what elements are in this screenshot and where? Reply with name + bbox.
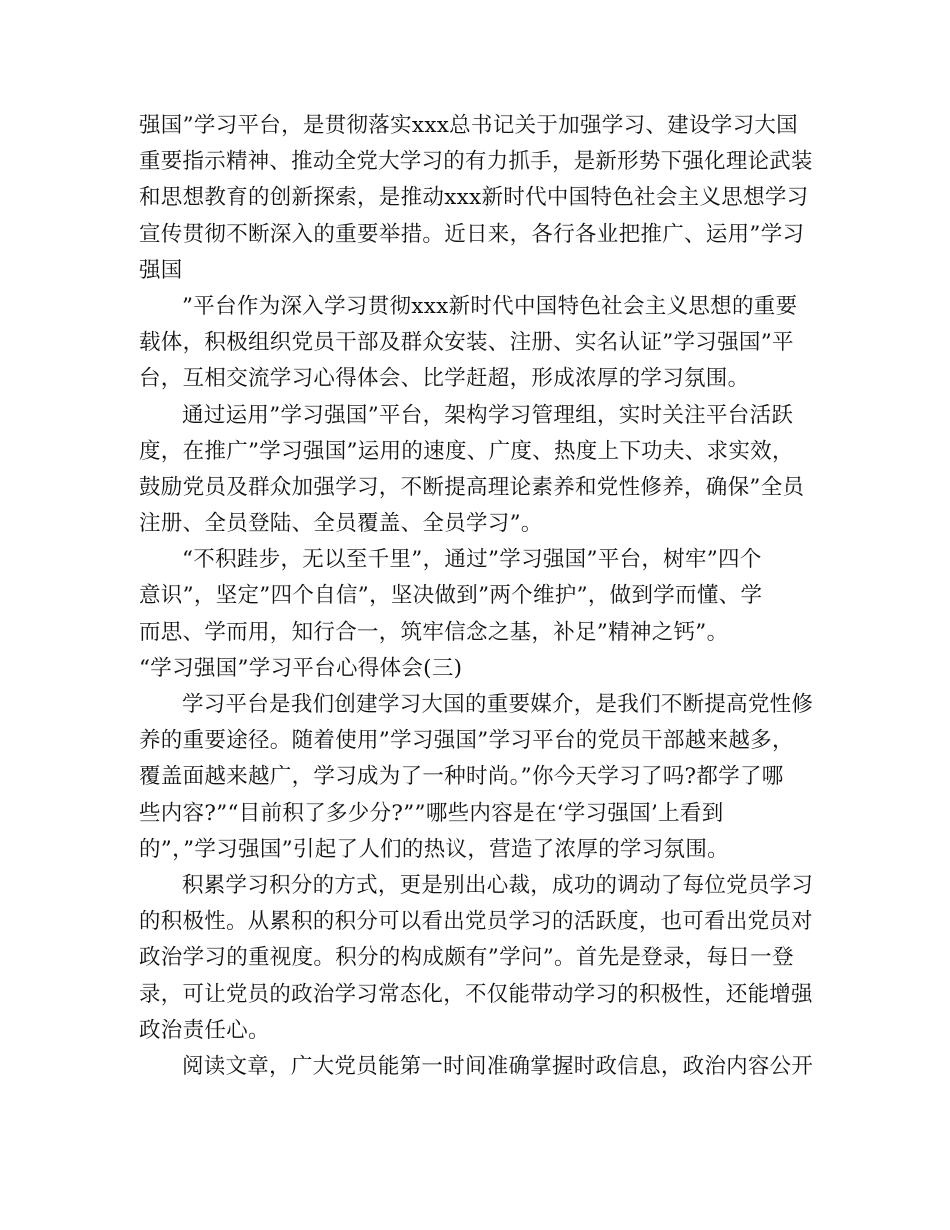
text-line: 度，在推广”学习强国”运用的速度、广度、热度上下功夫、求实效， (139, 438, 794, 464)
text-line: 台，互相交流学习心得体会、比学赶超，形成浓厚的学习氛围。 (139, 366, 750, 392)
text-line: 政治责任心。 (139, 1017, 270, 1043)
text-line: 鼓励党员及群众加强学习，不断提高理论素养和党性修养，确保”全员 (139, 474, 805, 500)
text-line-content: 学习平台是我们创建学习大国的重要媒介，是我们不断提高党性修 (182, 692, 814, 717)
text-line: 强国”学习平台，是贯彻落实xxx总书记关于加强学习、建设学习大国 (139, 113, 798, 138)
text-line-content: 的积极性。从累积的积分可以看出党员学习的活跃度，也可看出党员对 (139, 909, 813, 935)
text-line (139, 144, 813, 180)
text-line: 强国 (139, 257, 183, 283)
text-line: 些内容?”“目前积了多少分?””哪些内容是在‘学习强国’上看到 (139, 800, 724, 826)
text-line: 而思、学而用，知行合一，筑牢信念之基，补足”精神之钙”。 (139, 619, 729, 645)
text-line: 的”，”学习强国”引起了人们的热议，营造了浓厚的学习氛围。 (139, 836, 729, 862)
text-line-content: 阅读文章，广大党员能第一时间准确掌握时政信息，政治内容公开 (182, 1053, 814, 1079)
text-line: 载体，积极组织党员干部及群众安装、注册、实名认证”学习强国”平 (139, 330, 794, 356)
document-body (139, 108, 813, 1085)
text-line (139, 1049, 813, 1085)
text-line: 和思想教育的创新探索，是推动xxx新时代中国特色社会主义思想学习 (139, 185, 809, 211)
text-line-content: 积累学习积分的方式，更是别出心裁，成功的调动了每位党员学习 (182, 872, 814, 898)
text-line: 政治学习的重视度。积分的构成颇有”学问”。首先是登录，每日一登 (139, 945, 794, 971)
text-line: 养的重要途径。随着使用”学习强国”学习平台的党员干部越来越多， (139, 728, 794, 754)
text-line: 宣传贯彻不断深入的重要举措。近日来，各行各业把推广、运用”学习 (139, 221, 805, 247)
text-line: 通过运用”学习强国”平台，架构学习管理组，实时关注平台活跃 (182, 402, 794, 428)
text-line (139, 904, 813, 940)
text-line (139, 868, 813, 904)
text-line: 意识”，坚定”四个自信”，坚决做到”两个维护”，做到学而懂、学 (139, 583, 763, 609)
text-line-content: 录，可让党员的政治学习常态化，不仅能带动学习的积极性，还能增强 (139, 981, 813, 1007)
text-line-content: 重要指示精神、推动全党大学习的有力抓手，是新形势下强化理论武装 (139, 149, 813, 175)
text-line (139, 977, 813, 1013)
text-line: “不积跬步，无以至千里”，通过”学习强国”平台，树牢”四个 (182, 547, 762, 573)
text-line: ”平台作为深入学习贯彻xxx新时代中国特色社会主义思想的重要 (182, 293, 798, 319)
text-line: “学习强国”学习平台心得体会(三) (139, 655, 463, 681)
text-line: 覆盖面越来越广，学习成为了一种时尚。”你今天学习了吗?都学了哪 (139, 764, 784, 790)
text-line (139, 687, 813, 723)
text-line: 注册、全员登陆、全员覆盖、全员学习”。 (139, 511, 543, 537)
